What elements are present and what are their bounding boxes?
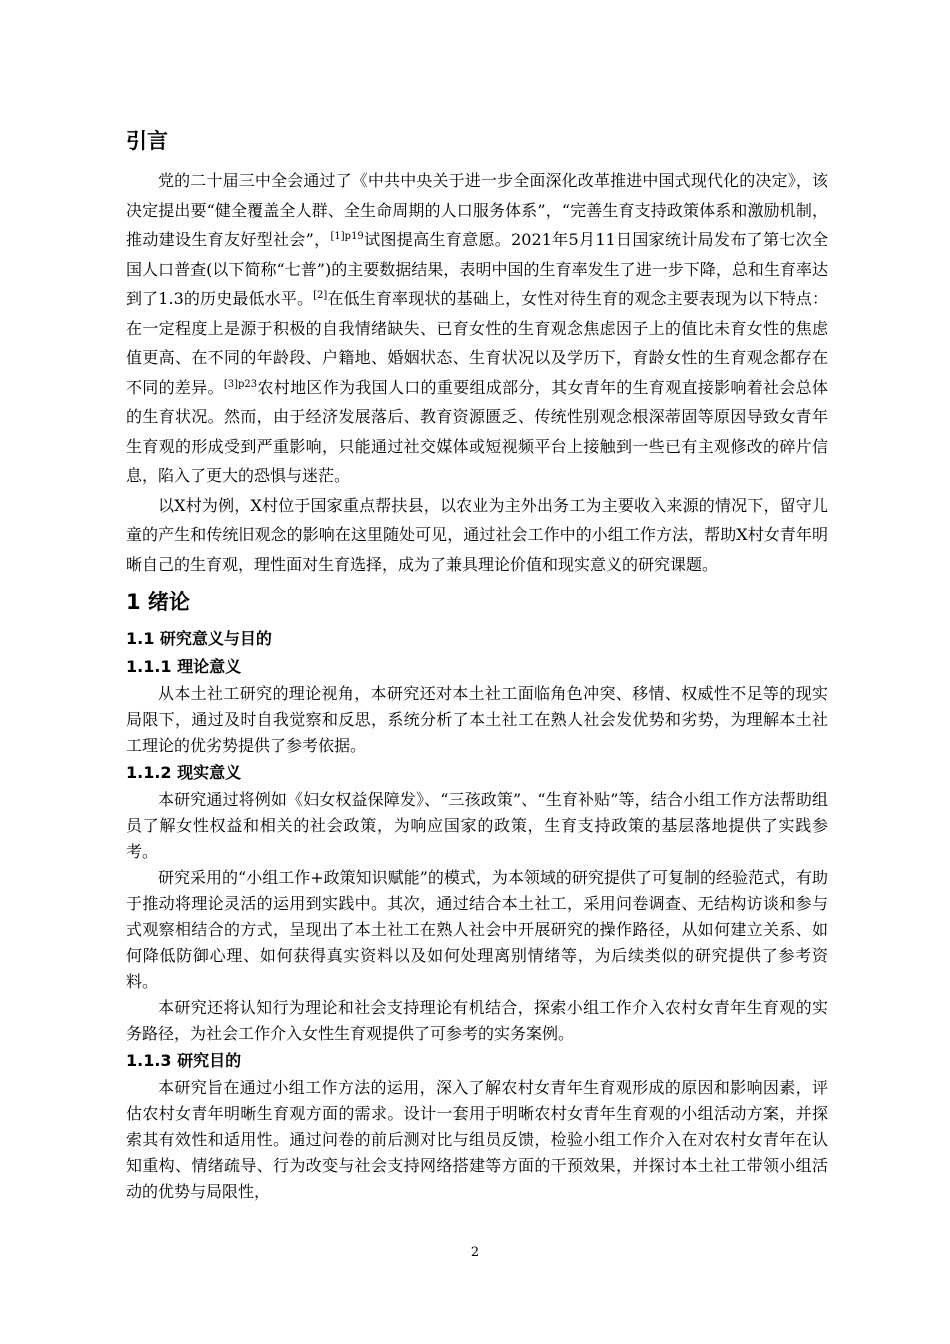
section-1-1-2-paragraph-2: 研究采用的“小组工作+政策知识赋能”的模式，为本领域的研究提供了可复制的经验范式，有助于推动将理论灵活的运用到实践中。其次，通过结合本土社工，采用问卷调查、无结构访谈和参与式观察相结合的方式，呈现出了本土社工在熟人社会中开展研究的操作路径，从如何建立关系、如何降低防御心理、如何获得真实资料以及如何处理离别情绪等，为后续类似的研究提供了参考资料。 <box>126 868 828 991</box>
section-1-1-heading: 1.1 研究意义与目的 <box>126 629 272 648</box>
intro-p1-text-d: 农村地区作为我国人口的重要组成部分，其女青年的生育观直接影响着社会总体的生育状况。然而，由于经济发展落后、教育资源匮乏、传统性别观念根深蒂固等原因导致女青年生育观的形成受到严重影响，只能通过社交媒体或短视频平台上接触到一些已有主观修改的碎片信息，陷入了更大的恐惧与迷茫。 <box>126 377 828 485</box>
intro-heading: 引言 <box>126 129 168 153</box>
citation-1: [1]p19 <box>330 231 364 242</box>
intro-paragraph-2: 以X村为例，X村位于国家重点帮扶县，以农业为主外出务工为主要收入来源的情况下，留守儿童的产生和传统旧观念的影响在这里随处可见，通过社会工作中的小组工作方法，帮助X村女青年明晰自己的生育观，理性面对生育选择，成为了兼具理论价值和现实意义的研究课题。 <box>126 495 828 574</box>
citation-2: [2] <box>313 290 328 301</box>
section-1-1-1-paragraph: 从本土社工研究的理论视角，本研究还对本土社工面临角色冲突、移情、权威性不足等的现实局限下，通过及时自我觉察和反思，系统分析了本土社工在熟人社会发优势和劣势，为理解本土社工理论的优劣势提供了参考依据。 <box>126 684 828 755</box>
intro-p1-text-a: 党的二十届三中全会通过了《中共中央关于进一步全面深化改革推进中国式现代化的决定》，该决定提出要“健全覆盖全人群、全生命周期的人口服务体系”，“完善生育支持政策体系和激励机制，推动建设生育友好型社会”， <box>126 171 828 249</box>
section-1-1-2-heading: 1.1.2 现实意义 <box>126 763 242 782</box>
page-number: 2 <box>470 1245 480 1260</box>
intro-p1-text-c: 在低生育率现状的基础上，女性对待生育的观念主要表现为以下特点：在一定程度上是源于积极的自我情绪缺失、已育女性的生育观念焦虑因子上的值比未育女性的焦虑值更高、在不同的年龄段、户籍地、婚姻状态、生育状况以及学历下，育龄女性的生育观念都存在不同的差异。 <box>126 289 828 397</box>
intro-p1-text-b: 试图提高生育意愿。2021年5月11日国家统计局发布了第七次全国人口普查(以下简称“七普”)的主要数据结果，表明中国的生育率发生了进一步下降，总和生育率达到了1.3的历史最低水平。 <box>126 230 828 308</box>
section-1-1-1-heading: 1.1.1 理论意义 <box>126 657 242 676</box>
section-1-1-2-paragraph-3: 本研究还将认知行为理论和社会支持理论有机结合，探索小组工作介入农村女青年生育观的实务路径，为社会工作介入女性生育观提供了可参考的实务案例。 <box>126 998 828 1043</box>
citation-3: [3]p23 <box>223 378 258 390</box>
section-1-1-3-heading: 1.1.3 研究目的 <box>126 1051 242 1070</box>
section-1-1-2-paragraph-1: 本研究通过将例如《妇女权益保障发》、“三孩政策”、“生育补贴”等，结合小组工作方法帮助组员了解女性权益和相关的社会政策，为响应国家的政策，生育支持政策的基层落地提供了实践参考。 <box>126 790 828 861</box>
intro-paragraph-1 <box>126 166 828 491</box>
section-1-1-3-paragraph: 本研究旨在通过小组工作方法的运用，深入了解农村女青年生育观形成的原因和影响因素，评估农村女青年明晰生育观方面的需求。设计一套用于明晰农村女青年生育观的小组活动方案，并探索其有效性和适用性。通过问卷的前后测对比与组员反馈，检验小组工作介入在对农村女青年在认知重构、情绪疏导、行为改变与社会支持网络搭建等方面的干预效果，并探讨本土社工带领小组活动的优势与局限性， <box>126 1078 828 1201</box>
chapter-1-heading: 1 绪论 <box>126 590 190 614</box>
